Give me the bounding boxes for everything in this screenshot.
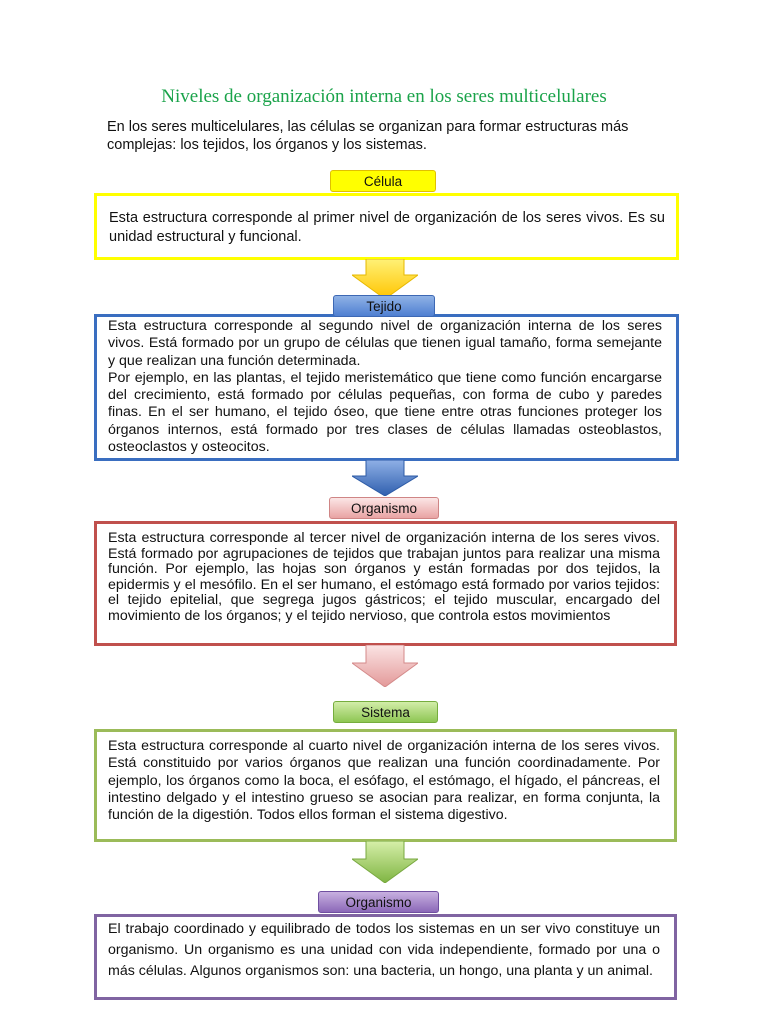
organo-text: Esta estructura corresponde al tercer nivel de organización interna de los seres vivos. Está formado por agrupaciones de tejidos que trabajan juntos para realizar una misma función. Por ejemplo, las hojas son órganos y están formadas por dos tejidos, la epidermis y el mesófilo. En el ser humano, el estómago está formado por varios tejidos: el tejido epitelial, que segrega jugos gástricos; el tejido muscular, encargado del movimiento de los órganos; y el tejido nervioso, que controla estos movimientos [108, 530, 660, 624]
celula-label: Célula [330, 170, 436, 192]
tejido-label: Tejido [333, 295, 435, 317]
arrow-down-icon [352, 460, 418, 496]
intro-paragraph: En los seres multicelulares, las células se organizan para formar estructuras más complejas: los tejidos, los órganos y los sistemas. [107, 119, 629, 153]
tejido-box [94, 314, 679, 461]
tejido-text: Esta estructura corresponde al segundo nivel de organización interna de los seres vivos. Está formado por un grupo de células que tienen igual tamaño, forma semejante y que realizan una función determinada. Por ejemplo, en las plantas, el tejido meristemático que tiene como función encargarse del crecimiento, está formado por células pequeñas, con forma de cubo y paredes finas. En el ser humano, el tejido óseo, que tiene entre otras funciones proteger los órganos internos, está formado por tres clases de células llamadas osteoblastos, osteoclastos y osteocitos. [108, 318, 662, 456]
arrow-down-icon [352, 841, 418, 883]
celula-box [94, 193, 679, 260]
celula-text: Esta estructura corresponde al primer nivel de organización de los seres vivos. Es su unidad estructural y funcional. [109, 210, 665, 245]
arrow-down-icon [352, 645, 418, 687]
organismo-label: Organismo [318, 891, 439, 913]
arrow-down-icon [352, 259, 418, 299]
page-title: Niveles de organización interna en los seres multicelulares [161, 86, 607, 107]
organismo-box [94, 914, 677, 1000]
organismo-text: El trabajo coordinado y equilibrado de todos los sistemas en un ser vivo constituye un organismo. Un organismo es una unidad con vida independiente, formado por una o más células. Algunos organismos son: una bacteria, un hongo, una planta y un animal. [108, 921, 660, 979]
sistema-text: Esta estructura corresponde al cuarto nivel de organización interna de los seres vivos. Está constituido por varios órganos que realizan una función coordinadamente. Por ejemplo, los órganos como la boca, el esófago, el estómago, el hígado, el páncreas, el intestino delgado y el intestino grueso se asocian para realizar, en forma conjunta, la función de la digestión. Todos ellos forman el sistema digestivo. [108, 738, 660, 824]
organo-label: Organismo [329, 497, 439, 519]
organo-box [94, 521, 677, 646]
sistema-label: Sistema [333, 701, 438, 723]
sistema-box [94, 729, 677, 842]
